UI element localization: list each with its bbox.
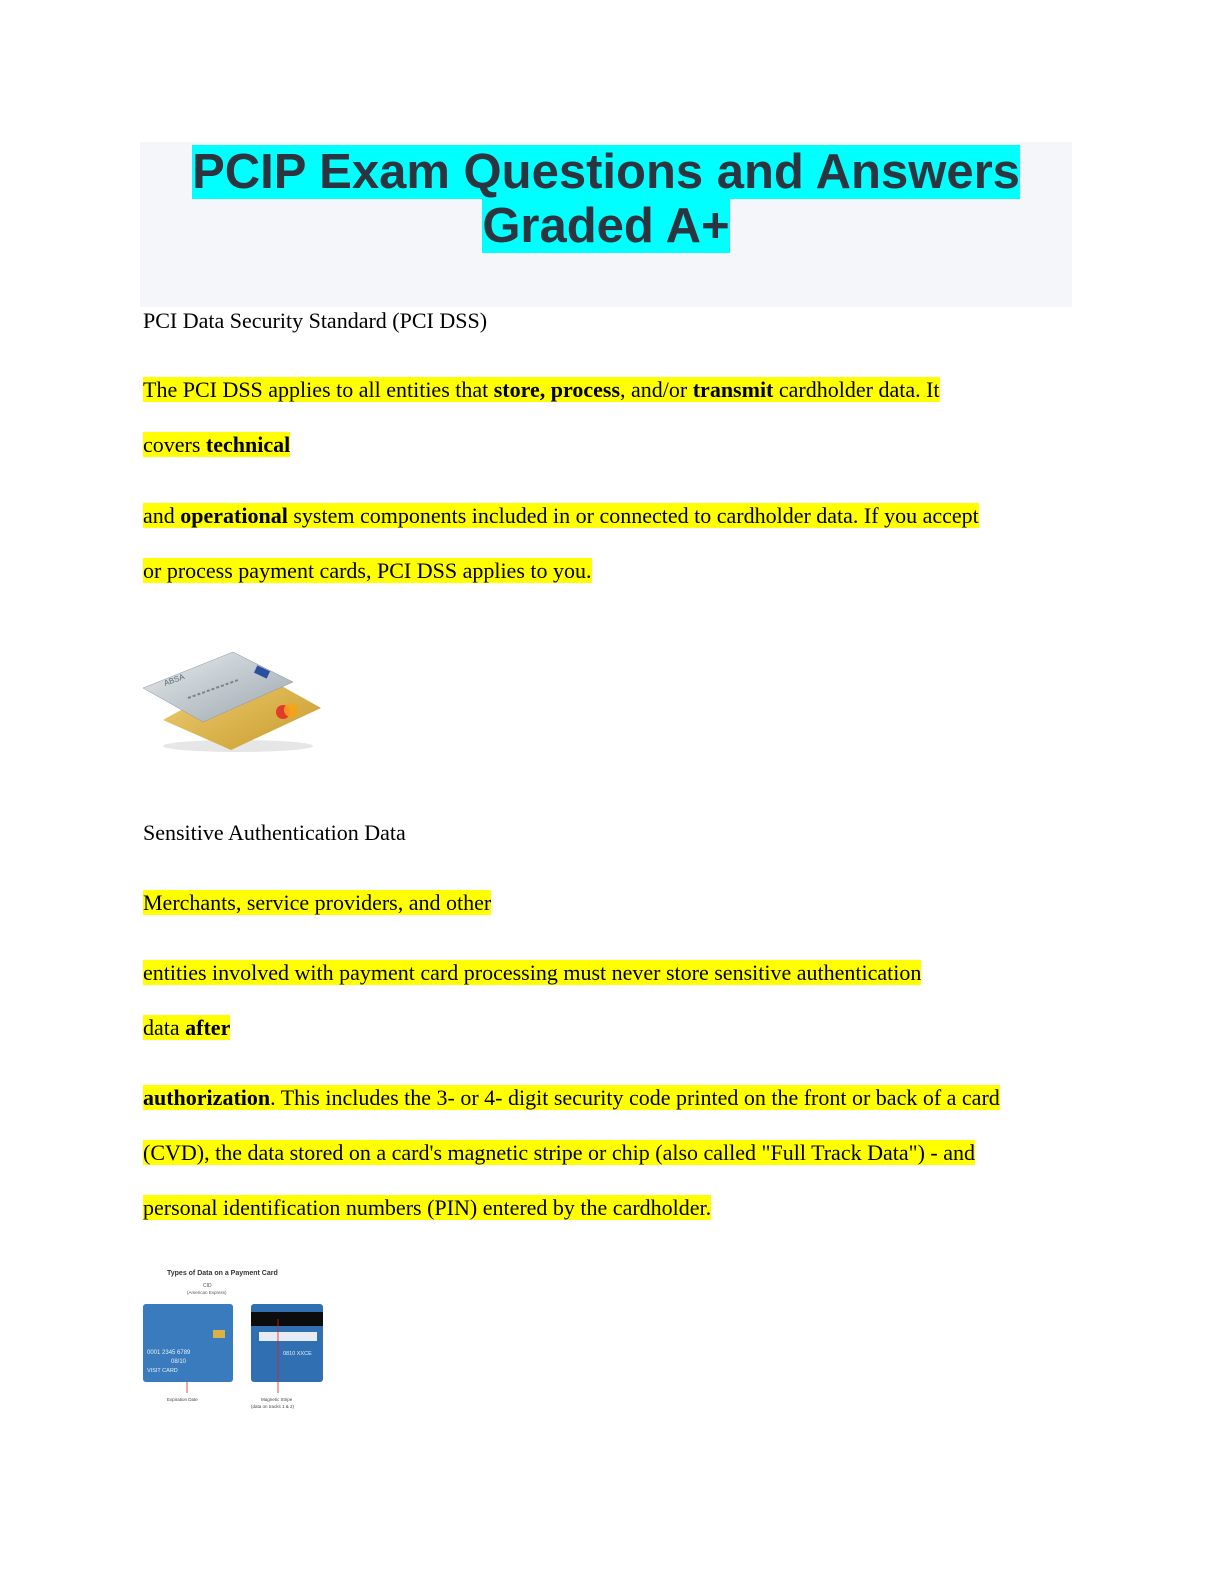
- title-line-1: PCIP Exam Questions and Answers: [192, 145, 1020, 199]
- diagram-card-number: 0001 2345 6789: [147, 1350, 191, 1356]
- document-title: [140, 142, 1072, 253]
- paragraph-line: covers technical: [143, 432, 291, 457]
- diagram-expiry-label: Expiration Date: [167, 1397, 198, 1402]
- diagram-cid-label: CID: [203, 1283, 212, 1289]
- section-heading-pci-dss: PCI Data Security Standard (PCI DSS): [143, 308, 488, 333]
- paragraph-line: authorization. This includes the 3- or 4- digit security code printed on the front or back of a card: [143, 1085, 1000, 1110]
- diagram-title: Types of Data on a Payment Card: [167, 1270, 278, 1277]
- paragraph-line: personal identification numbers (PIN) entered by the cardholder.: [143, 1195, 712, 1220]
- diagram-stripe-sub: (data on tracks 1 & 2): [251, 1404, 295, 1409]
- section-heading-sad: Sensitive Authentication Data: [143, 820, 406, 845]
- paragraph-line: The PCI DSS applies to all entities that store, process, and/or transmit cardholder data. It: [143, 377, 940, 402]
- diagram-back-text: 0810 XXCE: [283, 1351, 312, 1357]
- payment-card-diagram: [143, 1262, 323, 1412]
- paragraph-line: and operational system components included in or connected to cardholder data. If you accept: [143, 503, 979, 528]
- paragraph-line: entities involved with payment card processing must never store sensitive authentication: [143, 960, 922, 985]
- card-bank-text: ABSA: [162, 672, 186, 688]
- diagram-stripe-label: Magnetic Stripe: [261, 1397, 293, 1402]
- paragraph-line: or process payment cards, PCI DSS applies to you.: [143, 558, 592, 583]
- paragraph-line: data after: [143, 1015, 231, 1040]
- diagram-holder: VISIT CARD: [147, 1368, 178, 1374]
- credit-cards-image: [143, 650, 323, 755]
- paragraph-line: Merchants, service providers, and other: [143, 890, 492, 915]
- title-line-2: Graded A+: [482, 199, 730, 253]
- paragraph-line: (CVD), the data stored on a card's magnetic stripe or chip (also called "Full Track Data") - and: [143, 1140, 976, 1165]
- title-banner: [140, 142, 1072, 307]
- diagram-cid-sub: (American Express): [187, 1290, 227, 1295]
- diagram-expiry: 08/10: [171, 1359, 187, 1365]
